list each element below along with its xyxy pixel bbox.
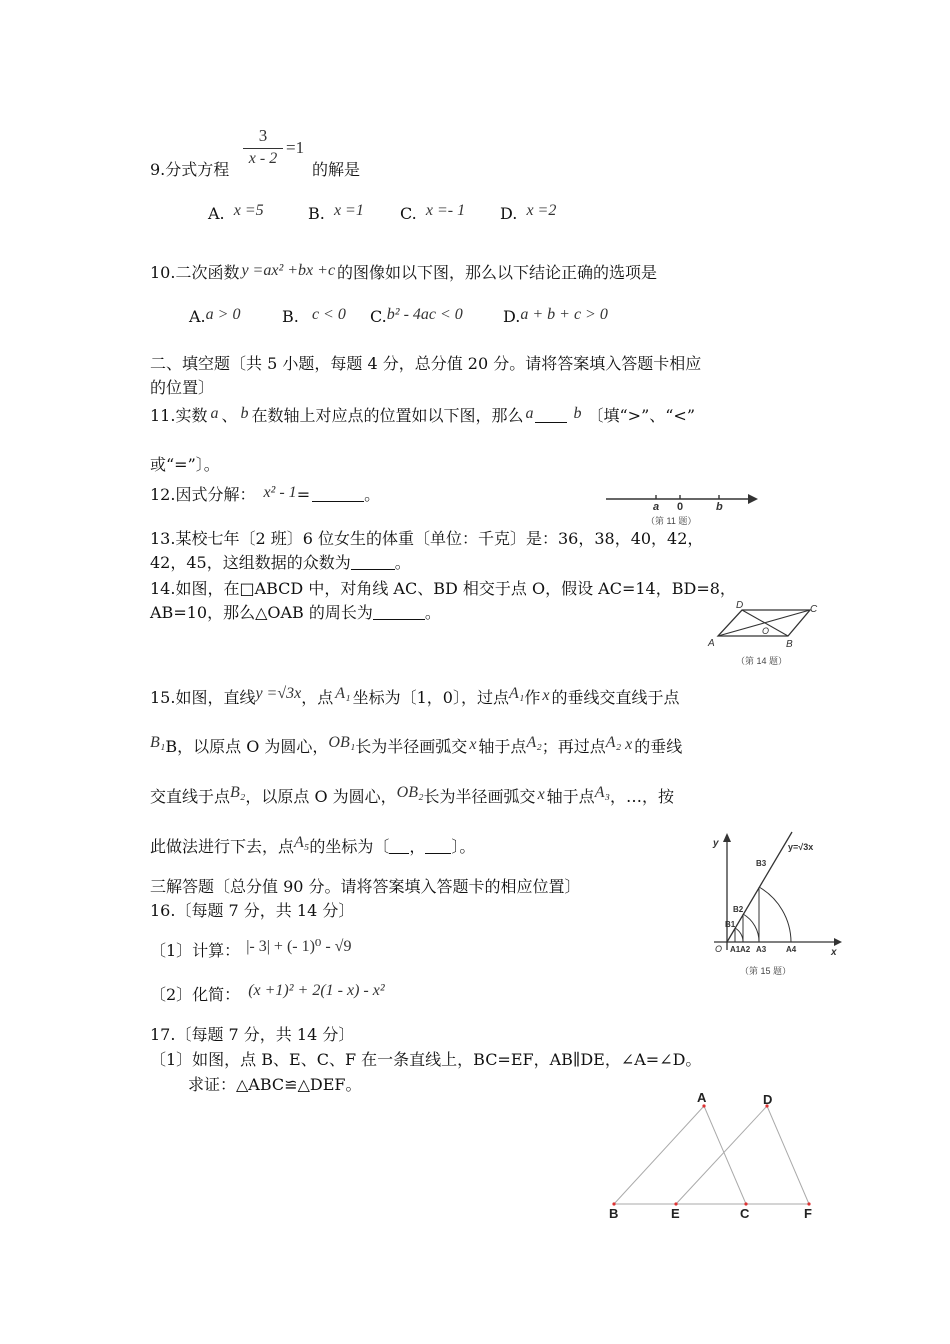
q15-x-4: x <box>537 786 545 803</box>
q9-option-d-expr: x =2 <box>526 202 557 219</box>
q10-option-a[interactable] <box>189 306 240 326</box>
q12-stem <box>150 482 380 505</box>
q9-fraction <box>243 126 283 168</box>
q16-part1-label: 〔1〕计算： <box>150 941 241 960</box>
q13-end: 。 <box>394 553 411 572</box>
q9-option-a[interactable] <box>208 202 264 223</box>
label-a3: A3 <box>756 945 767 954</box>
line-label: y=√3x <box>788 842 814 852</box>
q9-stem <box>150 157 229 180</box>
q9-option-b-label: B. <box>308 204 325 223</box>
q17-part1: 〔1〕如图，点 B、E、C、F 在一条直线上，BC=EF，AB∥DE，∠A=∠D。 <box>150 1050 702 1069</box>
q10-option-a-expr: a > 0 <box>205 306 241 323</box>
q9-suffix: 的解是 <box>312 160 361 179</box>
q15-a1-2: A₁ <box>508 685 525 702</box>
label-a: a <box>653 501 660 513</box>
q11-var-b: b <box>240 405 249 422</box>
vertex-b: B <box>786 639 793 650</box>
q15-line2 <box>150 734 682 757</box>
vertex-a: A <box>708 638 715 649</box>
q9-numerator: 3 <box>258 126 268 145</box>
q15-l1d: 作 <box>524 688 541 707</box>
q15-x-2: x <box>469 736 477 753</box>
q11-answer-blank[interactable] <box>535 408 567 423</box>
q12-prefix: 12.因式分解： <box>150 485 256 504</box>
q15-line-eq: y =√3x <box>255 685 302 702</box>
q15-l4b: 的坐标为〔 <box>309 837 390 856</box>
label-a2: A2 <box>740 945 751 954</box>
q15-l2a: B，以原点 O 为圆心， <box>165 737 329 756</box>
q15-l1b: ，点 <box>301 688 334 707</box>
label-a4: A4 <box>786 945 797 954</box>
q9-option-d[interactable] <box>500 202 556 223</box>
q17-title: 17.〔每题 7 分，共 14 分〕 <box>150 1025 355 1044</box>
q10-option-c-label: C. <box>370 307 387 326</box>
q11-var-a: a <box>210 405 219 422</box>
q11-line2: 或“=”〕。 <box>150 455 220 474</box>
vertex-d: D <box>736 600 744 611</box>
q10-suffix: 的图像如以下图，那么以下结论正确的选项是 <box>337 263 658 282</box>
segment-df <box>767 1106 809 1204</box>
label-b2: B2 <box>733 905 744 914</box>
q15-answer-blank-2[interactable] <box>425 839 451 854</box>
q15-l4c: ， <box>409 837 426 856</box>
q11-prefix: 11.实数 <box>150 406 208 425</box>
q9-option-c-expr: x =- 1 <box>425 202 466 219</box>
q9-option-b[interactable] <box>308 202 364 223</box>
q16-part2-expr: (x +1)² + 2(1 - x) - x² <box>248 982 385 999</box>
q9-rhs: =1 <box>286 138 305 157</box>
q10-option-c[interactable] <box>370 306 463 326</box>
q9-option-a-label: A. <box>208 204 225 223</box>
q15-line1 <box>150 685 679 708</box>
label-a1: A1 <box>730 945 741 954</box>
section2-heading-line2: 的位置〕 <box>150 378 215 397</box>
q15-ob2: OB₂ <box>396 784 424 801</box>
q15-coordinate-figure <box>706 828 846 980</box>
label-d: D <box>763 1092 773 1107</box>
q15-a3: A₃ <box>594 784 611 801</box>
q15-line4 <box>150 834 475 857</box>
section2-heading-line1: 二、填空题〔共 5 小题，每题 4 分，总分值 20 分。请将答案填入答题卡相应 <box>150 354 702 373</box>
q12-answer-blank[interactable] <box>312 487 364 502</box>
vertex-c: C <box>810 604 818 615</box>
q15-l3a: 交直线于点 <box>150 787 231 806</box>
q15-l3e: ，…，按 <box>610 787 675 806</box>
q15-l2d: ；再过点 <box>541 737 606 756</box>
q15-l4a: 此做法进行下去，点 <box>150 837 295 856</box>
q15-line3 <box>150 784 674 807</box>
q16-title: 16.〔每题 7 分，共 14 分〕 <box>150 901 355 920</box>
q12-end: 。 <box>364 485 381 504</box>
q14-text: AB=10，那么△OAB 的周长为 <box>150 603 373 622</box>
q16-part1 <box>150 936 351 961</box>
q10-option-b-label: B. <box>282 307 299 326</box>
q14-end: 。 <box>424 603 441 622</box>
q15-a1: A₁ <box>335 685 351 702</box>
q15-l1c: 坐标为〔1，0〕，过点 <box>352 688 509 707</box>
q15-l1a: 15.如图，直线 <box>150 688 256 707</box>
q12-expr: x² - 1 <box>263 484 297 501</box>
label-b: B <box>609 1206 619 1221</box>
q14-line1: 14.如图，在□ABCD 中，对角线 AC、BD 相交于点 O，假设 AC=14，BD=8， <box>150 579 736 598</box>
q10-option-a-label: A. <box>189 307 206 326</box>
label-b: b <box>716 501 723 513</box>
q9-denominator: x - 2 <box>248 150 278 167</box>
q15-answer-blank-1[interactable] <box>389 839 409 854</box>
label-e: E <box>671 1206 680 1221</box>
q15-l3b: ，以原点 O 为圆心， <box>245 787 397 806</box>
label-f: F <box>804 1206 812 1221</box>
q15-l2c: 轴于点 <box>478 737 527 756</box>
q15-l3c: 长为半径画弧交 <box>423 787 536 806</box>
q9-option-a-expr: x =5 <box>233 202 264 219</box>
label-b1: B1 <box>725 920 736 929</box>
q14-caption: （第 14 题） <box>736 656 788 666</box>
q15-l1e: 的垂线交直线于点 <box>551 688 680 707</box>
q15-l2e: 的垂线 <box>634 737 683 756</box>
segment-ac <box>704 1106 746 1204</box>
q15-l3d: 轴于点 <box>546 787 595 806</box>
q11-caption: （第 11 题） <box>646 516 697 526</box>
q11-text: 在数轴上对应点的位置如以下图，那么 <box>251 406 524 425</box>
q11-sep: 、 <box>221 406 238 425</box>
q10-option-d[interactable] <box>503 306 608 326</box>
q16-part2 <box>150 982 385 1005</box>
label-zero: 0 <box>677 501 684 513</box>
q9-option-c-label: C. <box>400 204 417 223</box>
q16-part1-expr: |- 3| + (- 1)⁰ - √9 <box>246 938 352 955</box>
q10-function: y =ax² +bx +c <box>241 262 336 279</box>
q17-triangles-figure <box>600 1086 830 1226</box>
q9-option-b-expr: x =1 <box>333 202 364 219</box>
arc-1 <box>735 928 743 942</box>
q16-part2-label: 〔2〕化简： <box>150 985 241 1004</box>
q11-var-a-2: a <box>525 405 534 422</box>
q14-answer-blank[interactable] <box>373 605 425 620</box>
q10-option-d-expr: a + b + c > 0 <box>520 306 608 323</box>
q15-x: x <box>542 687 550 704</box>
q10-option-b[interactable] <box>282 306 346 326</box>
q10-prefix: 10.二次函数 <box>150 263 240 282</box>
q15-b2: B₂ <box>230 784 246 801</box>
q11-stem <box>150 403 695 426</box>
q9-prefix: 9.分式方程 <box>150 160 230 179</box>
q14-parallelogram-figure <box>700 598 830 670</box>
q15-l4d: 〕。 <box>451 837 476 856</box>
q13-line2 <box>150 550 411 573</box>
arc-2 <box>743 914 759 942</box>
x-axis-arrow <box>834 938 842 946</box>
segment-ab <box>614 1106 704 1204</box>
q11-hint: 〔填“>”、“<” <box>587 406 696 425</box>
origin-o: O <box>715 944 723 954</box>
q10-option-b-expr: c < 0 <box>311 306 346 323</box>
q15-x-3: x <box>625 736 633 753</box>
label-b3: B3 <box>756 859 767 868</box>
q15-a2-2: A₂ <box>605 734 622 751</box>
center-o: O <box>762 626 770 636</box>
arc-3 <box>759 887 791 942</box>
q15-ob1: OB₁ <box>328 734 356 751</box>
q14-line2 <box>150 600 441 623</box>
segment-de <box>676 1106 767 1204</box>
q9-option-c[interactable] <box>400 202 465 223</box>
q15-b1: B₁ <box>150 734 166 751</box>
label-a: A <box>697 1090 707 1105</box>
q15-caption: （第 15 题） <box>740 966 792 976</box>
q15-a2: A₂ <box>526 734 542 751</box>
q17-proof-prompt: 求证：△ABC≌△DEF。 <box>188 1075 362 1094</box>
q10-option-d-label: D. <box>503 307 521 326</box>
y-axis-arrow <box>723 833 731 842</box>
label-c: C <box>740 1206 750 1221</box>
q13-line1: 13.某校七年〔2 班〕6 位女生的体重〔单位：千克〕是：36，38，40，42， <box>150 529 704 548</box>
q15-l2b: 长为半径画弧交 <box>355 737 468 756</box>
section3-heading: 三解答题〔总分值 90 分。请将答案填入答题卡的相应位置〕 <box>150 877 581 896</box>
q11-var-b-2: b <box>573 405 582 422</box>
q15-a5: A₅ <box>294 834 310 851</box>
q10-option-c-expr: b² - 4ac < 0 <box>386 306 463 323</box>
axis-y-label: y <box>713 838 719 849</box>
axis-x-label: x <box>831 947 837 958</box>
q13-text: 42，45，这组数据的众数为 <box>150 553 351 572</box>
q9-option-d-label: D. <box>500 204 518 223</box>
q12-eq: = <box>296 485 311 504</box>
number-line-arrow <box>748 494 758 504</box>
q10-stem <box>150 260 657 283</box>
q13-answer-blank[interactable] <box>351 555 395 570</box>
